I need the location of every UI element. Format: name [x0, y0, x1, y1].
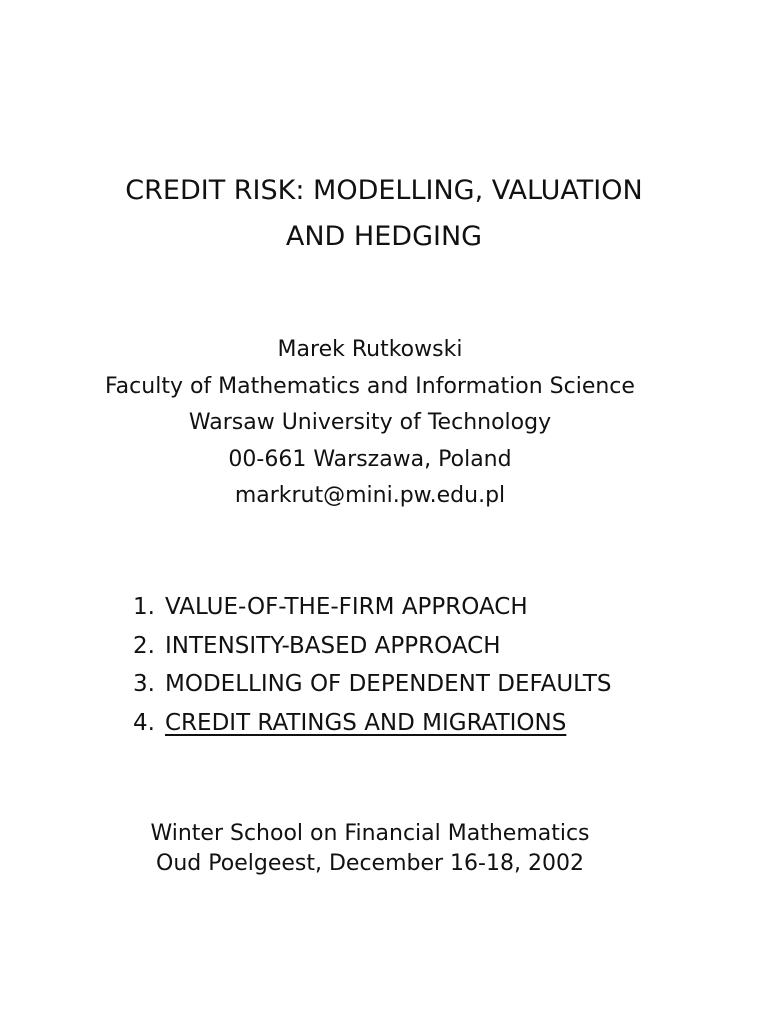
author-block: [0, 332, 740, 515]
list-item-number: 1.: [133, 594, 155, 620]
author-email: markrut@mini.pw.edu.pl: [234, 483, 506, 508]
event-name: Winter School on Financial Mathematics: [150, 821, 590, 846]
document-title: [0, 168, 768, 260]
author-faculty: Faculty of Mathematics and Information Science: [105, 373, 635, 399]
author-university: Warsaw University of Technology: [188, 410, 552, 435]
author-name: Marek Rutkowski: [277, 337, 463, 362]
list-item-current: [133, 704, 733, 743]
list-item-label: VALUE-OF-THE-FIRM APPROACH: [165, 594, 528, 620]
list-item: [133, 665, 733, 704]
event-place-date: Oud Poelgeest, December 16-18, 2002: [156, 851, 584, 876]
list-item-number: 3.: [133, 671, 155, 697]
list-item-number: 4.: [133, 709, 155, 736]
title-line-2: AND HEDGING: [285, 221, 483, 252]
title-line-1: CREDIT RISK: MODELLING, VALUATION: [125, 175, 643, 206]
list-item-number: 2.: [133, 632, 155, 659]
list-item: [133, 588, 733, 627]
list-item-label: INTENSITY-BASED APPROACH: [165, 632, 501, 659]
contents-list: [133, 588, 733, 742]
author-address: 00-661 Warszawa, Poland: [228, 446, 512, 472]
list-item: [133, 627, 733, 666]
event-block: [0, 819, 740, 879]
list-item-label-underlined: CREDIT RATINGS AND MIGRATIONS: [165, 709, 567, 736]
list-item-label: MODELLING OF DEPENDENT DEFAULTS: [165, 671, 612, 697]
